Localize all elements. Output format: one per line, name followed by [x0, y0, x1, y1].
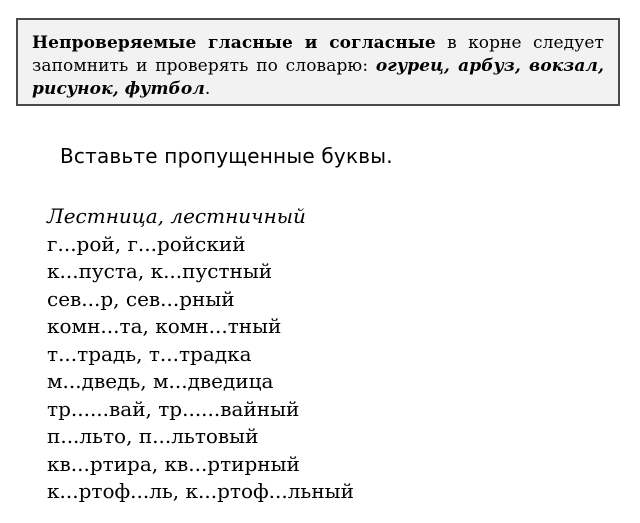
exercise-item: комн...та, комн...тный — [47, 314, 282, 338]
exercise-item: г...рой, г...ройский — [47, 231, 246, 256]
rule-box — [16, 18, 620, 106]
exercise-item: Лестница, лестничный — [47, 204, 306, 228]
exercise-list — [47, 203, 354, 506]
exercise-item: кв...ртира, кв...ртирный — [47, 451, 300, 476]
rule-body: в корне следует запомнить и проверять по словарю: — [32, 33, 604, 76]
exercise-item: п...льто, п...льтовый — [47, 424, 259, 448]
exercise-item: тр......вай, тр......вайный — [47, 396, 300, 421]
exercise-item: м...дведь, м...дведица — [47, 369, 274, 393]
rule-examples: огурец, арбуз, вокзал, рисунок, футбол — [32, 56, 604, 99]
rule-bold-lead: Непроверяемые гласные и согласные — [32, 33, 436, 53]
exercise-item: к...ртоф...ль, к...ртоф...льный — [47, 479, 354, 503]
exercise-item: т...традь, т...традка — [47, 341, 252, 366]
exercise-item: к...пуста, к...пустный — [47, 259, 273, 283]
exercise-item: сев...р, сев...рный — [47, 286, 235, 311]
instruction-text: Вставьте пропущенные буквы. — [60, 144, 393, 168]
rule-paragraph — [32, 32, 604, 101]
rule-end: . — [204, 79, 211, 99]
